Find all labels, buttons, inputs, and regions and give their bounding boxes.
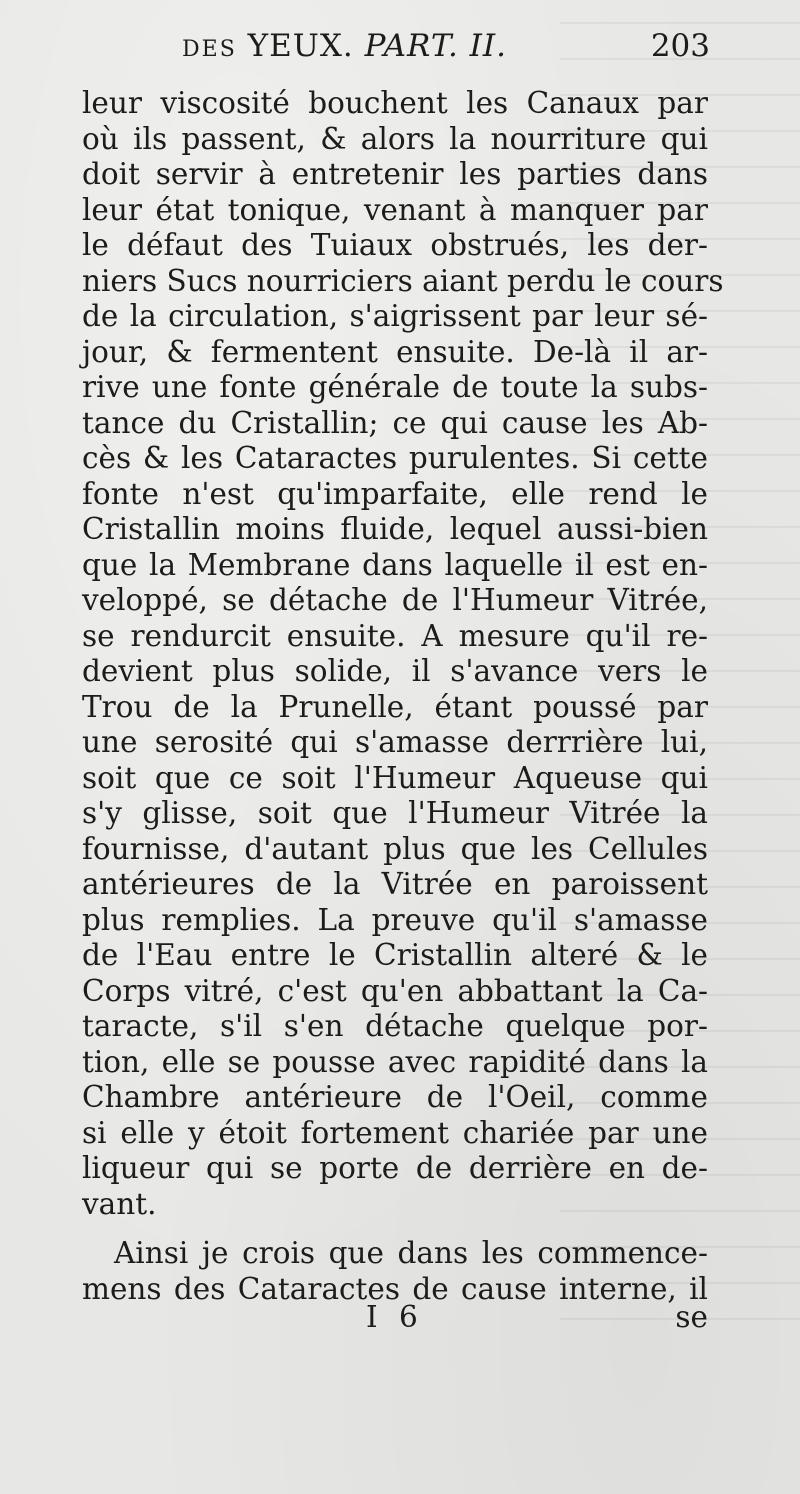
text-line: Chambre antérieure de l'Oeil, comme [82,1080,708,1114]
text-line: tance du Cristallin; ce qui cause les Ab- [82,405,708,440]
text-line: leur viscosité bouchent les Canaux par [82,86,708,120]
text-line: leur état tonique, venant à manquer par [82,192,708,227]
text-line: où ils passent, & alors la nourriture qui [82,121,708,156]
text-line: rive une fonte générale de toute la subs- [82,370,708,404]
text-line: de l'Eau entre le Cristallin alteré & le [82,938,708,972]
running-head [90,28,710,72]
text-line: fournisse, d'autant plus que les Cellules [82,831,708,866]
text-line: le défaut des Tuiaux obstrués, les der- [82,228,708,262]
running-title-part: PART. II. [364,28,508,64]
text-line: taracte, s'il s'en détache quelque por- [82,1009,708,1043]
text-line: jour, & fermentent ensuite. De-là il ar- [82,334,708,369]
text-line: se rendurcit ensuite. A mesure qu'il re- [82,618,708,653]
text-line: niers Sucs nourriciers aiant perdu le cours [82,263,724,298]
text-line: vant. [82,1186,157,1221]
text-line: Trou de la Prunelle, étant poussé par [82,689,708,724]
text-line: si elle y étoit fortement chariée par une [82,1115,708,1150]
text-line: Cristallin moins fluide, lequel aussi-bien [82,512,708,546]
text-line: de la circulation, s'aigrissent par leur sé- [82,299,708,333]
text-line: fonte n'est qu'imparfaite, elle rend le [82,476,708,511]
signature-mark: I 6 [366,1300,424,1334]
text-line: une serosité qui s'amasse derrrière lui, [82,725,708,759]
catchword: se [675,1300,708,1334]
text-line: soit que ce soit l'Humeur Aqueuse qui [82,760,708,795]
text-line: s'y glisse, soit que l'Humeur Vitrée la [82,796,708,830]
paragraph-line: mens des Cataractes de cause interne, il [82,1271,708,1306]
text-line: que la Membrane dans laquelle il est en- [82,547,708,582]
text-line: cès & les Cataractes purulentes. Si cette [82,441,708,475]
page-number: 203 [650,28,710,64]
text-line: Corps vitré, c'est qu'en abbattant la Ca- [82,973,708,1008]
paragraph-line: Ainsi je crois que dans les commence- [114,1236,708,1270]
text-line: plus remplies. La preuve qu'il s'amasse [82,902,708,937]
text-line: liqueur qui se porte de derrière en de- [82,1151,708,1185]
page-footer [82,1300,708,1340]
text-line: doit servir à entretenir les parties dans [82,157,708,191]
text-line: veloppé, se détache de l'Humeur Vitrée, [82,583,708,617]
text-line: tion, elle se pousse avec rapidité dans la [82,1044,708,1079]
running-title [182,28,507,64]
text-line: devient plus solide, il s'avance vers le [82,654,708,688]
text-line: antérieures de la Vitrée en paroissent [82,867,708,901]
running-title-des: DES [182,37,237,62]
running-title-yeux: YEUX. [247,28,354,64]
body-text [82,86,724,1307]
